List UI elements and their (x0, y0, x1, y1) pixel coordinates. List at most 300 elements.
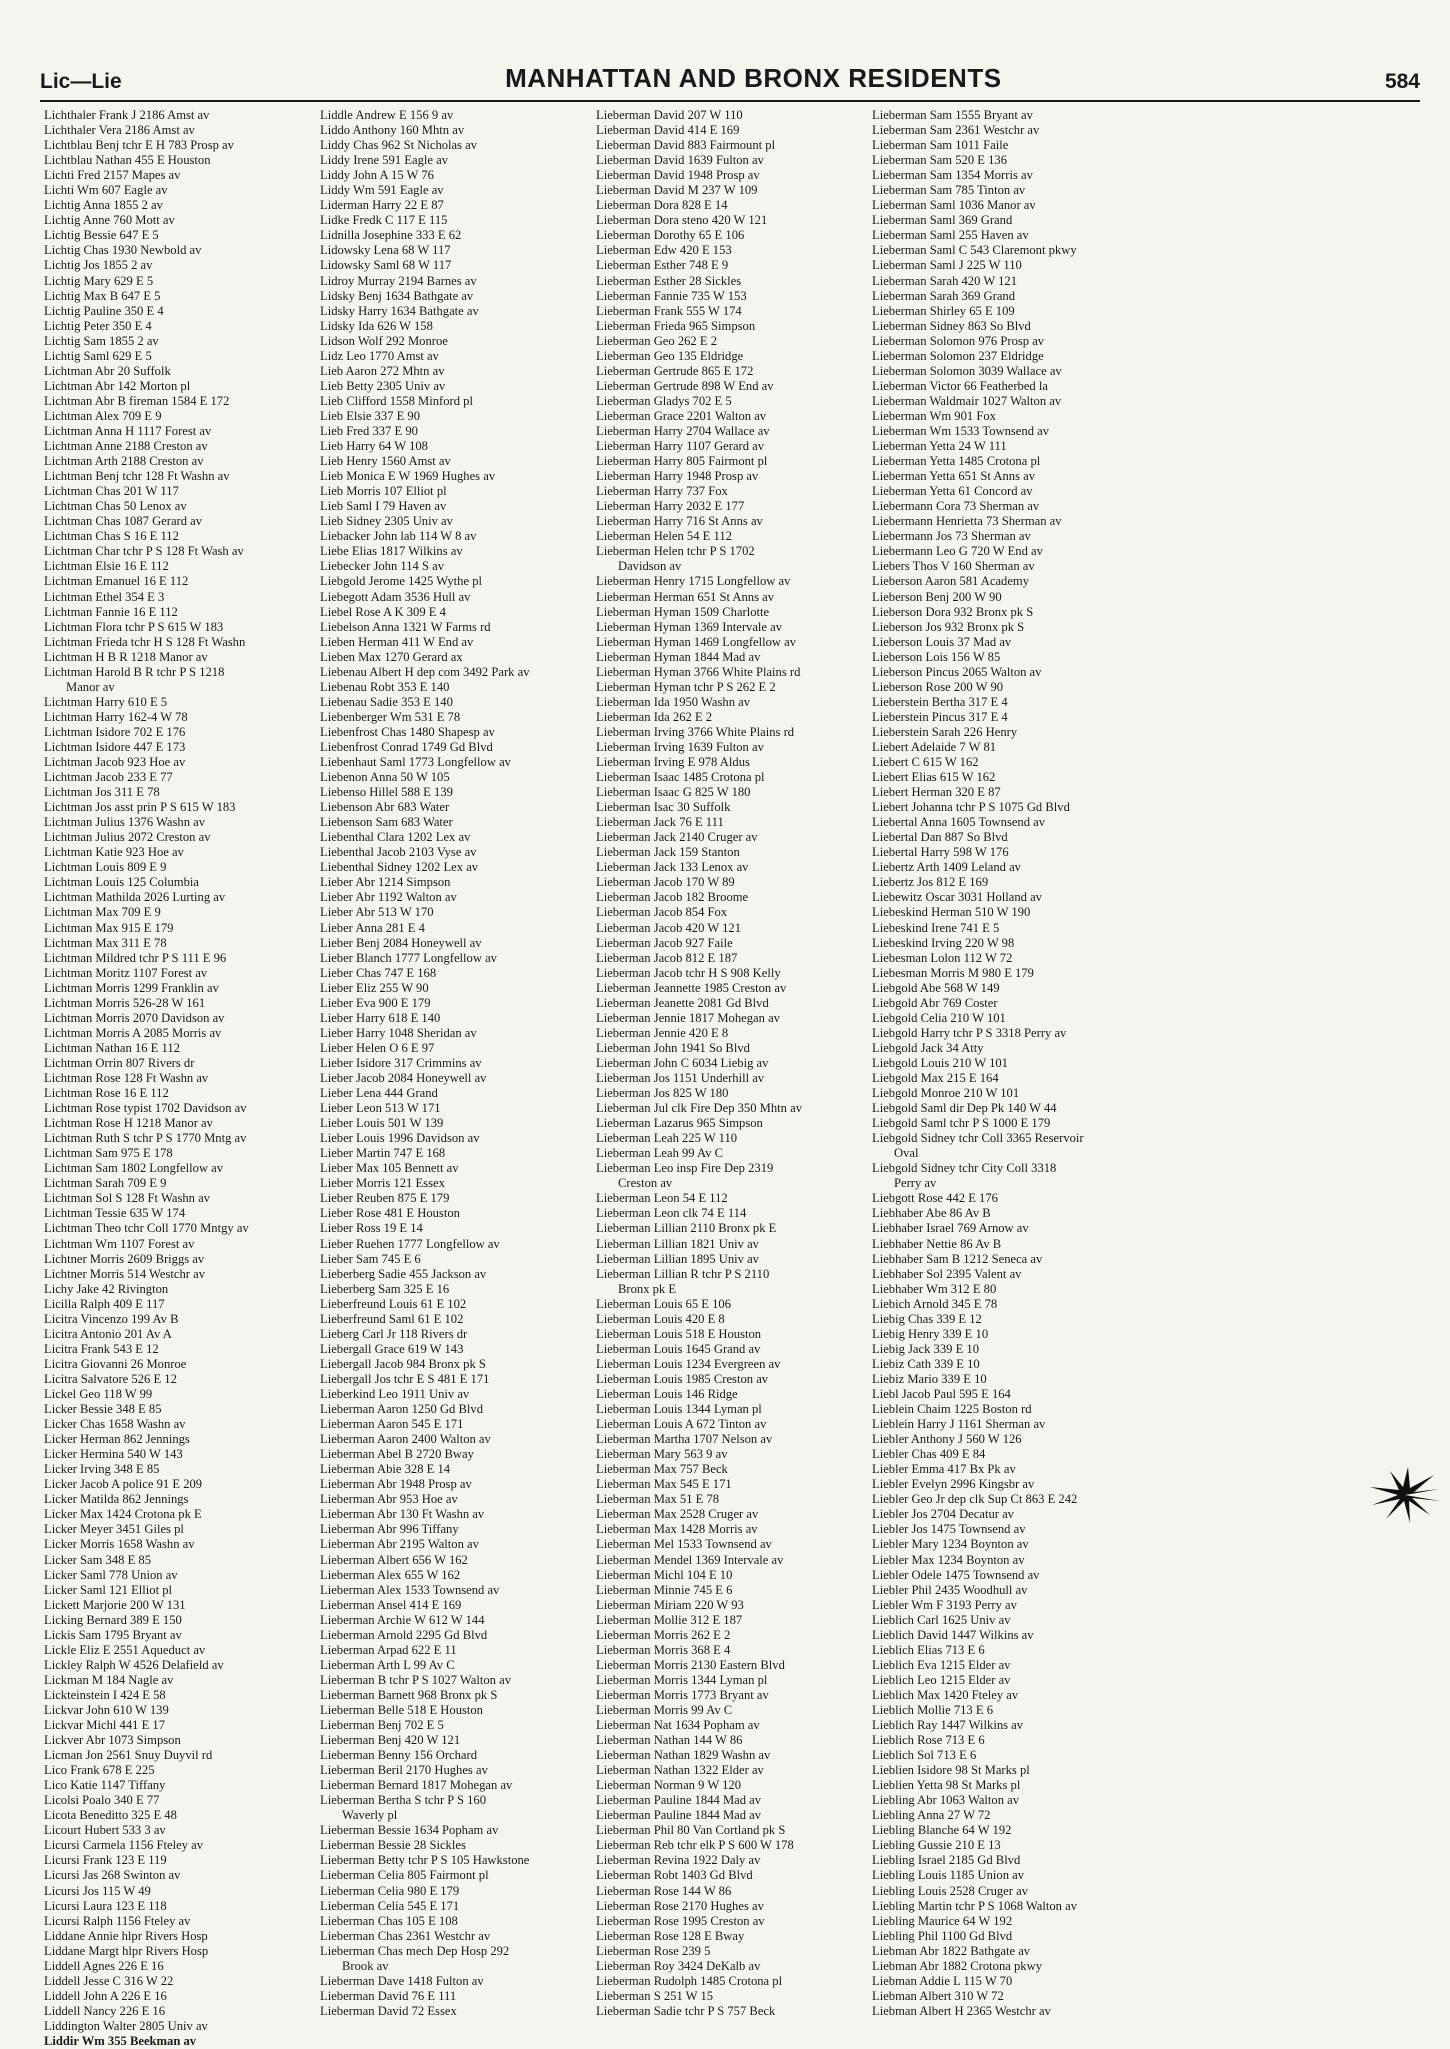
directory-entry: Lieberman Rose 2170 Hughes av (596, 1898, 764, 1913)
directory-entry: Liddell John A 226 E 16 (44, 1988, 167, 2003)
directory-entry: Lickman M 184 Nagle av (44, 1672, 174, 1687)
directory-entry: Lieberman Leon clk 74 E 114 (596, 1206, 747, 1221)
directory-entry: Lieblich Leo 1215 Elder av (872, 1672, 1011, 1687)
directory-entry: Lichtman Rose typist 1702 Davidson av (44, 1101, 247, 1116)
directory-entry: Perry av (894, 1176, 937, 1191)
directory-entry: Lieber Sam 745 E 6 (320, 1251, 421, 1266)
directory-entry: Liebenberger Wm 531 E 78 (320, 709, 461, 724)
directory-entry: Lichtman Julius 2072 Creston av (44, 830, 211, 845)
directory-entry: Liebertz Jos 812 E 169 (872, 875, 989, 890)
directory-entry: Lieberman Saml C 543 Claremont pkwy (872, 243, 1077, 258)
directory-entry: Liebler Max 1234 Boynton av (872, 1552, 1025, 1567)
directory-entry: Lieberman Louis 1344 Lyman pl (596, 1402, 762, 1417)
directory-entry: Lieblich Rose 713 E 6 (872, 1733, 985, 1748)
directory-entry: Liebenfrost Conrad 1749 Gd Blvd (320, 739, 493, 754)
directory-entry: Liebert Adelaide 7 W 81 (872, 739, 997, 754)
directory-entry: Lichtig Mary 629 E 5 (44, 273, 154, 288)
directory-entry: Lieberman Harry 2704 Wallace av (596, 423, 770, 438)
directory-entry: Licursi Frank 123 E 119 (44, 1853, 167, 1868)
directory-entry: Lieberberg Sam 325 E 16 (320, 1281, 450, 1296)
directory-entry: Lidsky Harry 1634 Bathgate av (320, 303, 479, 318)
directory-entry: Liebecker John 114 S av (320, 559, 445, 574)
directory-entry: Lieber Louis 501 W 139 (320, 1116, 444, 1131)
directory-entry: Lichtner Morris 2609 Briggs av (44, 1251, 205, 1266)
directory-entry: Liebig Chas 339 E 12 (872, 1311, 982, 1326)
directory-entry: Lidsky Benj 1634 Bathgate av (320, 288, 474, 303)
page-title: MANHATTAN AND BRONX RESIDENTS (505, 63, 1002, 93)
directory-entry: Lichtman H B R 1218 Manor av (44, 649, 208, 664)
directory-entry: Lieberman Mendel 1369 Intervale av (596, 1552, 784, 1567)
directory-entry: Lieblien Isidore 98 St Marks pl (872, 1763, 1030, 1778)
directory-entry: Lieberman Gertrude 865 E 172 (596, 363, 754, 378)
directory-entry: Lieberson Lois 156 W 85 (872, 649, 1001, 664)
directory-entry: Lickteinstein I 424 E 58 (44, 1687, 166, 1702)
directory-entry: Lieberman Victor 66 Featherbed la (872, 378, 1048, 393)
directory-entry: Lichtman Morris 1299 Franklin av (44, 980, 219, 995)
directory-entry: Lieberman Celia 980 E 179 (320, 1883, 460, 1898)
directory-entry: Liebgold Harry tchr P S 3318 Perry av (872, 1025, 1067, 1040)
directory-entry: Lidke Fredk C 117 E 115 (320, 213, 448, 228)
directory-entry: Lieber Harry 618 E 140 (320, 1010, 441, 1025)
directory-entry: Lieberkind Leo 1911 Univ av (320, 1386, 470, 1401)
directory-entry: Liebeskind Irving 220 W 98 (872, 935, 1015, 950)
directory-entry: Lieberman Lillian R tchr P S 2110 (596, 1266, 770, 1281)
directory-entry: Licker Sam 348 E 85 (44, 1552, 152, 1567)
directory-entry: Lieben Herman 411 W End av (320, 634, 474, 649)
directory-entry: Licker Jacob A police 91 E 209 (44, 1477, 203, 1492)
directory-entry: Lichtman Julius 1376 Washn av (44, 815, 206, 830)
directory-entry: Lieberman Sam 1011 Faile (872, 138, 1009, 153)
directory-entry: Lieberman Solomon 237 Eldridge (872, 348, 1044, 363)
directory-entry: Lichtman Abr B fireman 1584 E 172 (44, 393, 230, 408)
directory-entry: Lieberman Alex 1533 Townsend av (320, 1582, 500, 1597)
directory-entry: Lidowsky Lena 68 W 117 (320, 243, 451, 258)
directory-entry: Lieblich Sol 713 E 6 (872, 1748, 977, 1763)
directory-entry: Lieberman Michl 104 E 10 (596, 1567, 733, 1582)
directory-entry: Lieberman Saml 369 Grand (872, 213, 1013, 228)
directory-entry: Lieberman Sam 520 E 136 (872, 153, 1008, 168)
directory-column-3 (596, 108, 866, 2018)
directory-entry: Lieberman Nathan 1829 Washn av (596, 1748, 771, 1763)
directory-entry: Liebling Maurice 64 W 192 (872, 1913, 1013, 1928)
directory-entry: Lichtman Elsie 16 E 112 (44, 559, 169, 574)
directory-entry: Liebesman Lolon 112 W 72 (872, 950, 1013, 965)
directory-entry: Lieberman Dora 828 E 14 (596, 198, 728, 213)
directory-entry: Licker Matilda 862 Jennings (44, 1492, 189, 1507)
directory-entry: Lichtman Morris 526-28 W 161 (44, 995, 206, 1010)
directory-entry: Lieberman Chas 105 E 108 (320, 1913, 458, 1928)
directory-entry: Lichtblau Nathan 455 E Houston (44, 153, 211, 168)
directory-entry: Lieberman Belle 518 E Houston (320, 1702, 483, 1717)
directory-entry: Lichtig Chas 1930 Newbold av (44, 243, 202, 258)
directory-entry: Lieber Benj 2084 Honeywell av (320, 935, 482, 950)
directory-entry: Licursi Jas 268 Swinton av (44, 1868, 181, 1883)
directory-entry: Liebler Jos 1475 Townsend av (872, 1522, 1026, 1537)
directory-entry: Lieberman David 207 W 110 (596, 108, 743, 122)
directory-entry: Lieberman Pauline 1844 Mad av (596, 1808, 762, 1823)
directory-entry: Licman Jon 2561 Snuy Duyvil rd (44, 1748, 213, 1763)
directory-entry: Lieber Jacob 2084 Honeywell av (320, 1071, 487, 1085)
directory-entry: Manor av (66, 679, 115, 694)
directory-entry: Lieblein Chaim 1225 Boston rd (872, 1402, 1032, 1417)
directory-entry: Lieber Reuben 875 E 179 (320, 1191, 450, 1206)
directory-entry: Liddy Chas 962 St Nicholas av (320, 138, 478, 153)
directory-entry: Liddell Nancy 226 E 16 (44, 2003, 166, 2018)
directory-entry: Lieberman Jennie 1817 Mohegan av (596, 1010, 780, 1025)
directory-entry: Liebgold Max 215 E 164 (872, 1071, 999, 1085)
directory-entry: Lieberman Jacob tchr H S 908 Kelly (596, 965, 781, 980)
directory-entry: Licitra Antonio 201 Av A (44, 1326, 172, 1341)
directory-entry: Lidz Leo 1770 Amst av (320, 348, 439, 363)
directory-entry: Lieberman Yetta 651 St Anns av (872, 469, 1036, 484)
directory-entry: Liebeskind Irene 741 E 5 (872, 920, 1000, 935)
directory-entry: Liebhaber Israel 769 Arnow av (872, 1221, 1029, 1236)
directory-entry: Lichtman Harry 610 E 5 (44, 694, 168, 709)
directory-entry: Lieberman Yetta 24 W 111 (872, 439, 1007, 454)
directory-entry: Liebert C 615 W 162 (872, 755, 979, 770)
directory-entry: Lieberfreund Louis 61 E 102 (320, 1296, 467, 1311)
directory-entry: Lieb Saml I 79 Haven av (320, 499, 447, 514)
directory-entry: Lichtman Morris A 2085 Morris av (44, 1025, 222, 1040)
directory-entry: Lieberman Hyman 1844 Mad av (596, 649, 761, 664)
directory-entry: Liebenthal Jacob 2103 Vyse av (320, 845, 477, 860)
directory-entry: Lichtman Wm 1107 Forest av (44, 1236, 195, 1251)
directory-entry: Lieberman Grace 2201 Walton av (596, 408, 767, 423)
directory-entry: Liebling Louis 1185 Union av (872, 1868, 1025, 1883)
directory-entry: Liebler Phil 2435 Woodhull av (872, 1582, 1028, 1597)
directory-entry: Waverly pl (342, 1808, 398, 1823)
directory-entry: Lieberman Sam 785 Tinton av (872, 183, 1026, 198)
directory-entry: Lichtman Tessie 635 W 174 (44, 1206, 186, 1221)
directory-entry: Lieberman Alex 655 W 162 (320, 1567, 461, 1582)
directory-entry: Liebertal Dan 887 So Blvd (872, 830, 1008, 845)
directory-entry: Lieb Monica E W 1969 Hughes av (320, 469, 496, 484)
directory-entry: Lico Frank 678 E 225 (44, 1763, 155, 1778)
directory-entry: Lichtman Louis 809 E 9 (44, 860, 167, 875)
directory-entry: Lickvar Michl 441 E 17 (44, 1718, 166, 1733)
directory-entry: Liddell Agnes 226 E 16 (44, 1958, 164, 1973)
directory-entry: Lieberman Robt 1403 Gd Blvd (596, 1868, 753, 1883)
directory-entry: Lieberman Hyman 1469 Longfellow av (596, 634, 797, 649)
directory-entry: Lieberman Barnett 968 Bronx pk S (320, 1687, 498, 1702)
directory-entry: Lieberman Abel B 2720 Bway (320, 1447, 474, 1462)
directory-entry: Lieberman Harry 2032 E 177 (596, 499, 745, 514)
directory-entry: Liebeskind Herman 510 W 190 (872, 905, 1031, 920)
directory-entry: Liebenfrost Chas 1480 Shapesp av (320, 724, 495, 739)
directory-entry: Lieberman Arnold 2295 Gd Blvd (320, 1627, 488, 1642)
directory-entry: Lickis Sam 1795 Bryant av (44, 1627, 182, 1642)
directory-entry: Lieber Morris 121 Essex (320, 1176, 445, 1191)
directory-entry: Lickle Eliz E 2551 Aqueduct av (44, 1642, 206, 1657)
directory-entry: Liebman Addie L 115 W 70 (872, 1973, 1013, 1988)
directory-entry: Lichtman Sam 1802 Longfellow av (44, 1161, 224, 1176)
directory-entry: Lieberman Abr 996 Tiffany (320, 1522, 459, 1537)
directory-entry: Lichtman Katie 923 Hoe av (44, 845, 184, 860)
directory-entry: Liebling Martin tchr P S 1068 Walton av (872, 1898, 1078, 1913)
directory-entry: Lieberman Jeannette 1985 Creston av (596, 980, 787, 995)
directory-entry: Liebergall Jos tchr E S 481 E 171 (320, 1371, 490, 1386)
directory-entry: Liebermann Cora 73 Sherman av (872, 499, 1040, 514)
directory-entry: Lieberman Abr 1948 Prosp av (320, 1477, 472, 1492)
directory-entry: Lieber Martin 747 E 168 (320, 1146, 446, 1161)
directory-entry: Lieberman Louis 518 E Houston (596, 1326, 762, 1341)
directory-entry: Licker Chas 1658 Washn av (44, 1417, 186, 1432)
directory-entry: Lichtig Peter 350 E 4 (44, 318, 152, 333)
directory-entry: Lieberfreund Saml 61 E 102 (320, 1311, 464, 1326)
directory-entry: Liebman Abr 1822 Bathgate av (872, 1943, 1031, 1958)
directory-entry: Lieberman Phil 80 Van Cortland pk S (596, 1823, 786, 1838)
directory-entry: Licker Max 1424 Crotona pk E (44, 1507, 202, 1522)
directory-entry: Lieberstein Bertha 317 E 4 (872, 694, 1008, 709)
directory-entry: Lieberman Minnie 745 E 6 (596, 1582, 733, 1597)
directory-entry: Lieblich Eva 1215 Elder av (872, 1657, 1011, 1672)
directory-entry: Lieberman John 1941 So Blvd (596, 1040, 750, 1055)
directory-entry: Lieberman Irving E 978 Aldus (596, 755, 750, 770)
directory-entry: Bronx pk E (618, 1281, 677, 1296)
directory-entry: Lieberman Solomon 3039 Wallace av (872, 363, 1062, 378)
directory-entry: Liebgold Sidney tchr City Coll 3318 (872, 1161, 1057, 1176)
directory-entry: Lieber Ruehen 1777 Longfellow av (320, 1236, 500, 1251)
directory-entry: Liebelson Anna 1321 W Farms rd (320, 619, 491, 634)
directory-entry: Lieber Harry 1048 Sheridan av (320, 1025, 477, 1040)
directory-entry: Lieberman Betty tchr P S 105 Hawkstone (320, 1853, 530, 1868)
directory-entry: Lichtman Ruth S tchr P S 1770 Mntg av (44, 1131, 247, 1146)
directory-entry: Lieberman Shirley 65 E 109 (872, 303, 1015, 318)
directory-entry: Lichtman Chas 1087 Gerard av (44, 514, 203, 529)
directory-entry: Lichthaler Vera 2186 Amst av (44, 123, 195, 138)
directory-entry: Lieber Eva 900 E 179 (320, 995, 431, 1010)
directory-entry: Lieberman Ida 262 E 2 (596, 709, 713, 724)
directory-entry: Liebgold Louis 210 W 101 (872, 1055, 1008, 1070)
directory-entry: Lichtman Isidore 447 E 173 (44, 739, 186, 754)
directory-entry: Lieberman Jeanette 2081 Gd Blvd (596, 995, 769, 1010)
directory-entry: Lieberman Benj 420 W 121 (320, 1733, 461, 1748)
directory-entry: Lieberson Benj 200 W 90 (872, 589, 1002, 604)
directory-entry: Lickver Abr 1073 Simpson (44, 1733, 181, 1748)
directory-entry: Liebe Elias 1817 Wilkins av (320, 544, 463, 559)
directory-entry: Lieberman Sam 1354 Morris av (872, 168, 1033, 183)
directory-entry: Liebiz Cath 339 E 10 (872, 1356, 980, 1371)
directory-entry: Lieberman Gladys 702 E 5 (596, 393, 732, 408)
directory-entry: Liebgold Jack 34 Atty (872, 1040, 984, 1055)
directory-entry: Liebling Gussie 210 E 13 (872, 1838, 1001, 1853)
directory-entry: Liebman Albert 310 W 72 (872, 1988, 1004, 2003)
directory-column-4 (872, 108, 1142, 2018)
directory-entry: Lieblich Carl 1625 Univ av (872, 1612, 1011, 1627)
directory-entry: Lieberman Chas mech Dep Hosp 292 (320, 1943, 510, 1958)
directory-entry: Lieberman Saml 255 Haven av (872, 228, 1029, 243)
directory-entry: Licursi Laura 123 E 118 (44, 1898, 167, 1913)
directory-entry: Lichtman Jos asst prin P S 615 W 183 (44, 800, 236, 815)
directory-entry: Lieberman Rudolph 1485 Crotona pl (596, 1973, 783, 1988)
directory-entry: Lieblich Elias 713 E 6 (872, 1642, 985, 1657)
directory-entry: Lieberson Dora 932 Bronx pk S (872, 604, 1034, 619)
directory-entry: Lieberman Frank 555 W 174 (596, 303, 742, 318)
directory-entry: Liebling Blanche 64 W 192 (872, 1823, 1012, 1838)
directory-entry: Lieber Chas 747 E 168 (320, 965, 437, 980)
directory-entry: Lieb Sidney 2305 Univ av (320, 514, 453, 529)
directory-entry: Liddo Anthony 160 Mhtn av (320, 123, 465, 138)
directory-entry: Lieberman Max 757 Beck (596, 1462, 728, 1477)
directory-entry: Lieber Max 105 Bennett av (320, 1161, 459, 1176)
directory-entry: Liebich Arnold 345 E 78 (872, 1296, 998, 1311)
directory-entry: Liebacker John lab 114 W 8 av (320, 529, 477, 544)
directory-entry: Lieberman Jacob 812 E 187 (596, 950, 738, 965)
directory-entry: Lieberman Mary 563 9 av (596, 1447, 728, 1462)
directory-entry: Lieberman Harry 737 Fox (596, 484, 728, 499)
directory-entry: Liebhaber Abe 86 Av B (872, 1206, 991, 1221)
directory-entry: Lieberman Frieda 965 Simpson (596, 318, 756, 333)
directory-entry: Lieberman Max 1428 Morris av (596, 1522, 758, 1537)
directory-entry: Lieberman Yetta 61 Concord av (872, 484, 1033, 499)
directory-entry: Liebman Abr 1882 Crotona pkwy (872, 1958, 1042, 1973)
directory-entry: Lieberman Bessie 28 Sickles (320, 1838, 466, 1853)
directory-entry: Lieberman Wm 901 Fox (872, 408, 996, 423)
directory-entry: Lieberman S 251 W 15 (596, 1988, 714, 2003)
directory-entry: Lieberman Aaron 545 E 171 (320, 1417, 464, 1432)
directory-entry: Lieb Aaron 272 Mhtn av (320, 363, 445, 378)
directory-entry: Lickett Marjorie 200 W 131 (44, 1597, 186, 1612)
directory-entry: Lichtman Alex 709 E 9 (44, 408, 162, 423)
directory-entry: Liebling Louis 2528 Cruger av (872, 1883, 1028, 1898)
directory-entry: Liebermann Leo G 720 W End av (872, 544, 1043, 559)
directory-entry: Licursi Ralph 1156 Fteley av (44, 1913, 191, 1928)
directory-entry: Licker Saml 778 Union av (44, 1567, 178, 1582)
directory-entry: Liebertal Anna 1605 Townsend av (872, 815, 1046, 830)
directory-entry: Lieberman David 883 Fairmount pl (596, 138, 776, 153)
directory-entry: Lieberman Solomon 976 Prosp av (872, 333, 1045, 348)
directory-entry: Lieberman Herman 651 St Anns av (596, 589, 775, 604)
directory-entry: Lieber Abr 1192 Walton av (320, 890, 457, 905)
directory-entry: Lieblich David 1447 Wilkins av (872, 1627, 1034, 1642)
directory-entry: Lieberman Arth L 99 Av C (320, 1657, 455, 1672)
directory-entry: Lichti Wm 607 Eagle av (44, 183, 168, 198)
directory-entry: Liebgold Abr 769 Coster (872, 995, 998, 1010)
directory-entry: Lieberman David 1948 Prosp av (596, 168, 760, 183)
directory-entry: Lieberman Morris 1773 Bryant av (596, 1687, 769, 1702)
directory-entry: Lieberman Nathan 144 W 86 (596, 1733, 743, 1748)
directory-entry: Lieberman Morris 368 E 4 (596, 1642, 731, 1657)
directory-entry: Lichtblau Benj tchr E H 783 Prosp av (44, 138, 234, 153)
directory-entry: Liderman Harry 22 E 87 (320, 198, 444, 213)
directory-entry: Lieberman Roy 3424 DeKalb av (596, 1958, 761, 1973)
directory-entry: Lieberman Abr 130 Ft Washn av (320, 1507, 485, 1522)
directory-entry: Licker Saml 121 Elliot pl (44, 1582, 173, 1597)
directory-entry: Lieberman Nathan 1322 Elder av (596, 1763, 764, 1778)
directory-entry: Lieberman Jack 133 Lenox av (596, 860, 749, 875)
directory-entry: Lieberman Louis 1645 Grand av (596, 1341, 761, 1356)
directory-entry: Lieberson Jos 932 Bronx pk S (872, 619, 1025, 634)
directory-entry: Lichtman Max 709 E 9 (44, 905, 161, 920)
directory-entry: Lieberman Jennie 420 E 8 (596, 1025, 729, 1040)
directory-entry: Lieberman Harry 805 Fairmont pl (596, 454, 768, 469)
directory-entry: Lieb Clifford 1558 Minford pl (320, 393, 473, 408)
directory-entry: Liebenon Anna 50 W 105 (320, 770, 450, 785)
directory-entry: Lieberstein Pincus 317 E 4 (872, 709, 1008, 724)
directory-entry: Lieberman Max 2528 Cruger av (596, 1507, 759, 1522)
directory-entry: Lieberman Morris 262 E 2 (596, 1627, 731, 1642)
directory-entry: Lieberman Rose 1995 Creston av (596, 1913, 765, 1928)
directory-entry: Lieberman Lazarus 965 Simpson (596, 1116, 763, 1131)
directory-entry: Lieberg Carl Jr 118 Rivers dr (320, 1326, 468, 1341)
directory-entry: Lichtman Char tchr P S 128 Ft Wash av (44, 544, 244, 559)
directory-entry: Lidnilla Josephine 333 E 62 (320, 228, 462, 243)
directory-entry: Lieberman John C 6034 Liebig av (596, 1055, 769, 1070)
directory-entry: Lieberman Louis 146 Ridge (596, 1386, 738, 1401)
directory-entry: Lichthaler Frank J 2186 Amst av (44, 108, 210, 122)
directory-entry: Lieberman Rose 239 5 (596, 1943, 711, 1958)
directory-entry: Liebenson Abr 683 Water (320, 800, 450, 815)
directory-entry: Lichtman Harry 162-4 W 78 (44, 709, 188, 724)
directory-entry: Lieberman Jack 2140 Cruger av (596, 830, 758, 845)
directory-entry: Liebgold Jerome 1425 Wythe pl (320, 574, 482, 589)
page-number: 584 (1384, 70, 1420, 93)
directory-entry: Lichtig Pauline 350 E 4 (44, 303, 164, 318)
directory-entry: Lieberman Bertha S tchr P S 160 (320, 1793, 487, 1808)
directory-entry: Lichtman Orrin 807 Rivers dr (44, 1055, 195, 1070)
directory-entry: Lichtman Anna H 1117 Forest av (44, 423, 212, 438)
directory-entry: Lieberman Aaron 1250 Gd Blvd (320, 1402, 483, 1417)
directory-entry: Lidson Wolf 292 Monroe (320, 333, 448, 348)
directory-entry: Lieberman Esther 748 E 9 (596, 258, 729, 273)
directory-entry: Liddane Annie hlpr Rivers Hosp (44, 1928, 208, 1943)
directory-entry: Lieberman Benj 702 E 5 (320, 1718, 444, 1733)
directory-entry: Lieberman Harry 1948 Prosp av (596, 469, 759, 484)
directory-entry: Lichtman Fannie 16 E 112 (44, 604, 178, 619)
directory-entry: Lieberman Sam 1555 Bryant av (872, 108, 1033, 122)
directory-entry: Lichtman Isidore 702 E 176 (44, 724, 186, 739)
directory-entry: Lieberman Bessie 1634 Popham av (320, 1823, 499, 1838)
directory-entry: Liddell Jesse C 316 W 22 (44, 1973, 174, 1988)
directory-column-1 (44, 108, 314, 2048)
directory-entry: Lieber Abr 1214 Simpson (320, 875, 451, 890)
directory-entry: Licitra Frank 543 E 12 (44, 1341, 159, 1356)
directory-entry: Lieberman Mollie 312 E 187 (596, 1612, 743, 1627)
directory-entry: Liebgold Abe 568 W 149 (872, 980, 1000, 995)
directory-entry: Licker Hermina 540 W 143 (44, 1447, 183, 1462)
directory-entry: Lieberman Fannie 735 W 153 (596, 288, 747, 303)
directory-entry: Lieberman Hyman 3766 White Plains rd (596, 664, 801, 679)
directory-entry: Lichtman Jos 311 E 78 (44, 785, 160, 800)
directory-entry: Licitra Salvatore 526 E 12 (44, 1371, 177, 1386)
directory-entry: Lichtig Bessie 647 E 5 (44, 228, 159, 243)
directory-entry: Liebgold Saml dir Dep Pk 140 W 44 (872, 1101, 1057, 1116)
directory-entry: Davidson av (618, 559, 682, 574)
directory-entry: Lichtman Anne 2188 Creston av (44, 439, 208, 454)
directory-entry: Liebhaber Sol 2395 Valent av (872, 1266, 1022, 1281)
directory-entry: Lieberman Saml J 225 W 110 (872, 258, 1022, 273)
directory-entry: Lieberman Isac 30 Suffolk (596, 800, 731, 815)
directory-entry: Lieberman Irving 1639 Fulton av (596, 739, 764, 754)
directory-entry: Oval (894, 1146, 919, 1161)
directory-entry: Lieblich Ray 1447 Wilkins av (872, 1718, 1024, 1733)
directory-entry: Liebesman Morris M 980 E 179 (872, 965, 1034, 980)
directory-entry: Lieber Anna 281 E 4 (320, 920, 425, 935)
directory-entry: Lieberman Sarah 420 W 121 (872, 273, 1018, 288)
directory-entry: Lichtig Anne 760 Mott av (44, 213, 175, 228)
directory-entry: Lieberson Aaron 581 Academy (872, 574, 1030, 589)
directory-entry: Lieberman Hyman tchr P S 262 E 2 (596, 679, 776, 694)
directory-entry: Lichtman Mathilda 2026 Lurting av (44, 890, 226, 905)
directory-entry: Lieberson Louis 37 Mad av (872, 634, 1012, 649)
directory-entry: Liebertal Harry 598 W 176 (872, 845, 1009, 860)
directory-entry: Liebert Elias 615 W 162 (872, 770, 996, 785)
directory-entry: Lieberberg Sadie 455 Jackson av (320, 1266, 487, 1281)
directory-entry: Liebermann Jos 73 Sherman av (872, 529, 1031, 544)
directory-entry: Lieberman Geo 262 E 2 (596, 333, 717, 348)
directory-entry: Lichtman Chas S 16 E 112 (44, 529, 179, 544)
directory-entry: Lichtman Theo tchr Coll 1770 Mntgy av (44, 1221, 249, 1236)
